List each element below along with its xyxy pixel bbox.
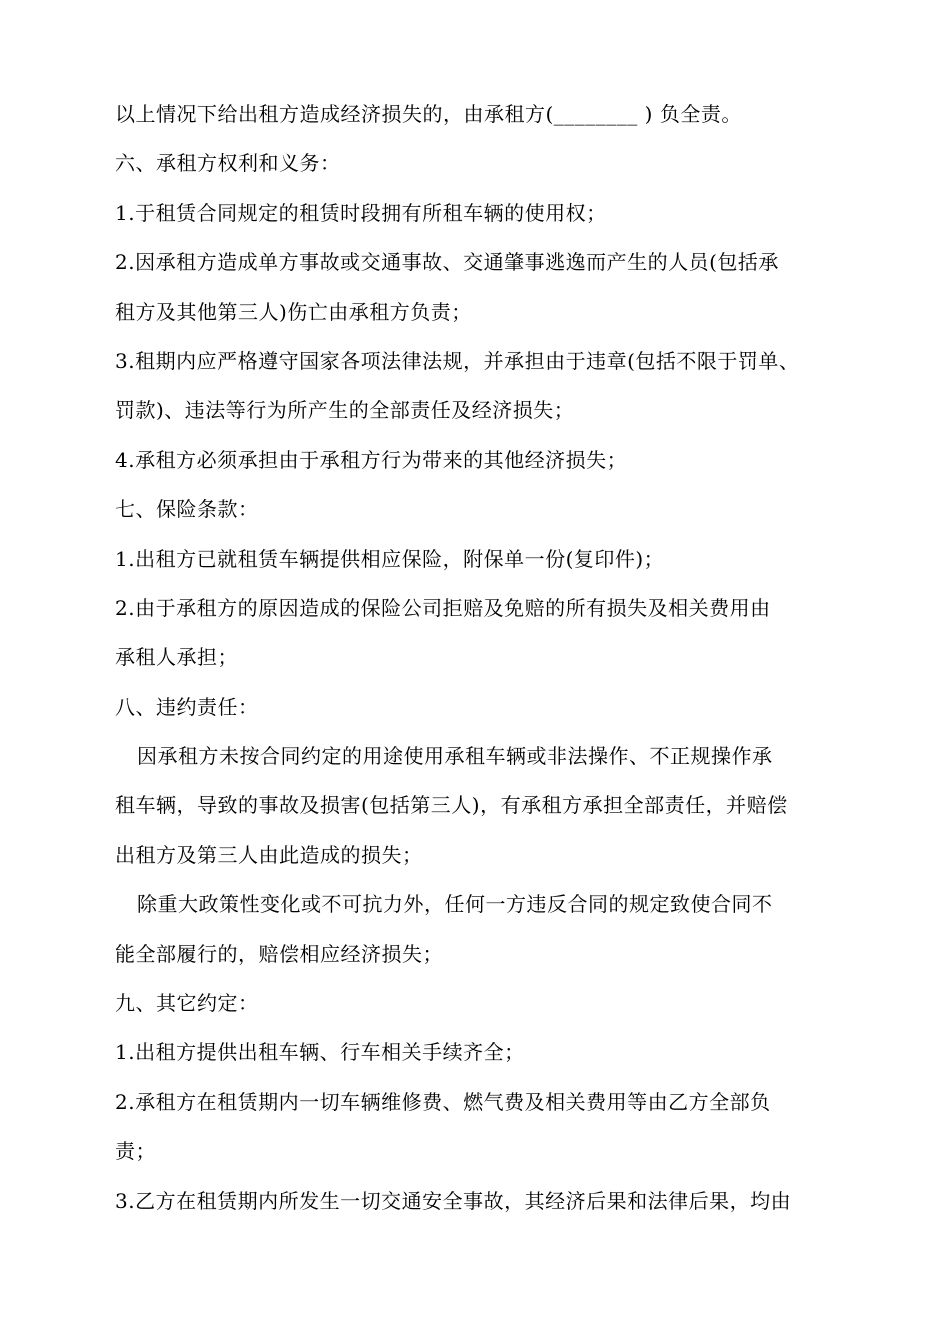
paragraph-line: 因承租方未按合同约定的用途使用承租车辆或非法操作、不正规操作承 [137,744,773,769]
paragraph-line: 能全部履行的，赔偿相应经济损失； [115,941,443,966]
paragraph-line: 出租方及第三人由此造成的损失； [115,842,423,867]
clause-line: 承租人承担； [115,645,238,670]
clause-line: 2.承租方在租赁期内一切车辆维修费、燃气费及相关费用等由乙方全部负 [115,1089,771,1114]
clause-line: 1.出租方提供出租车辆、行车相关手续齐全； [115,1040,525,1065]
section-heading: 七、保险条款： [115,497,259,522]
clause-line: 租方及其他第三人)伤亡由承租方负责； [115,299,472,324]
paragraph-line: 除重大政策性变化或不可抗力外，任何一方违反合同的规定致使合同不 [137,892,773,917]
clause-line: 4.承租方必须承担由于承租方行为带来的其他经济损失； [115,447,628,472]
clause-line: 2.由于承租方的原因造成的保险公司拒赔及免赔的所有损失及相关费用由 [115,595,771,620]
section-heading: 八、违约责任： [115,694,259,719]
clause-line: 1.于租赁合同规定的租赁时段拥有所租车辆的使用权； [115,200,607,225]
clause-line: 3.乙方在租赁期内所发生一切交通安全事故，其经济后果和法律后果，均由 [115,1188,792,1213]
paragraph-line: 租车辆，导致的事故及损害(包括第三人)，有承租方承担全部责任，并赔偿 [115,793,788,818]
section-heading: 九、其它约定： [115,991,259,1016]
clause-line: 罚款)、违法等行为所产生的全部责任及经济损失； [115,398,575,423]
clause-line: 责； [115,1139,156,1164]
clause-line: 3.租期内应严格遵守国家各项法律法规，并承担由于违章(包括不限于罚单、 [115,348,800,373]
section-heading: 六、承租方权利和义务： [115,151,341,176]
document-body [115,90,845,1226]
clause-line: 2.因承租方造成单方事故或交通事故、交通肇事逃逸而产生的人员(包括承 [115,250,779,275]
paragraph-line: 以上情况下给出租方造成经济损失的，由承租方(________ ) 负全责。 [115,102,742,126]
clause-line: 1.出租方已就租赁车辆提供相应保险，附保单一份(复印件)； [115,546,665,571]
